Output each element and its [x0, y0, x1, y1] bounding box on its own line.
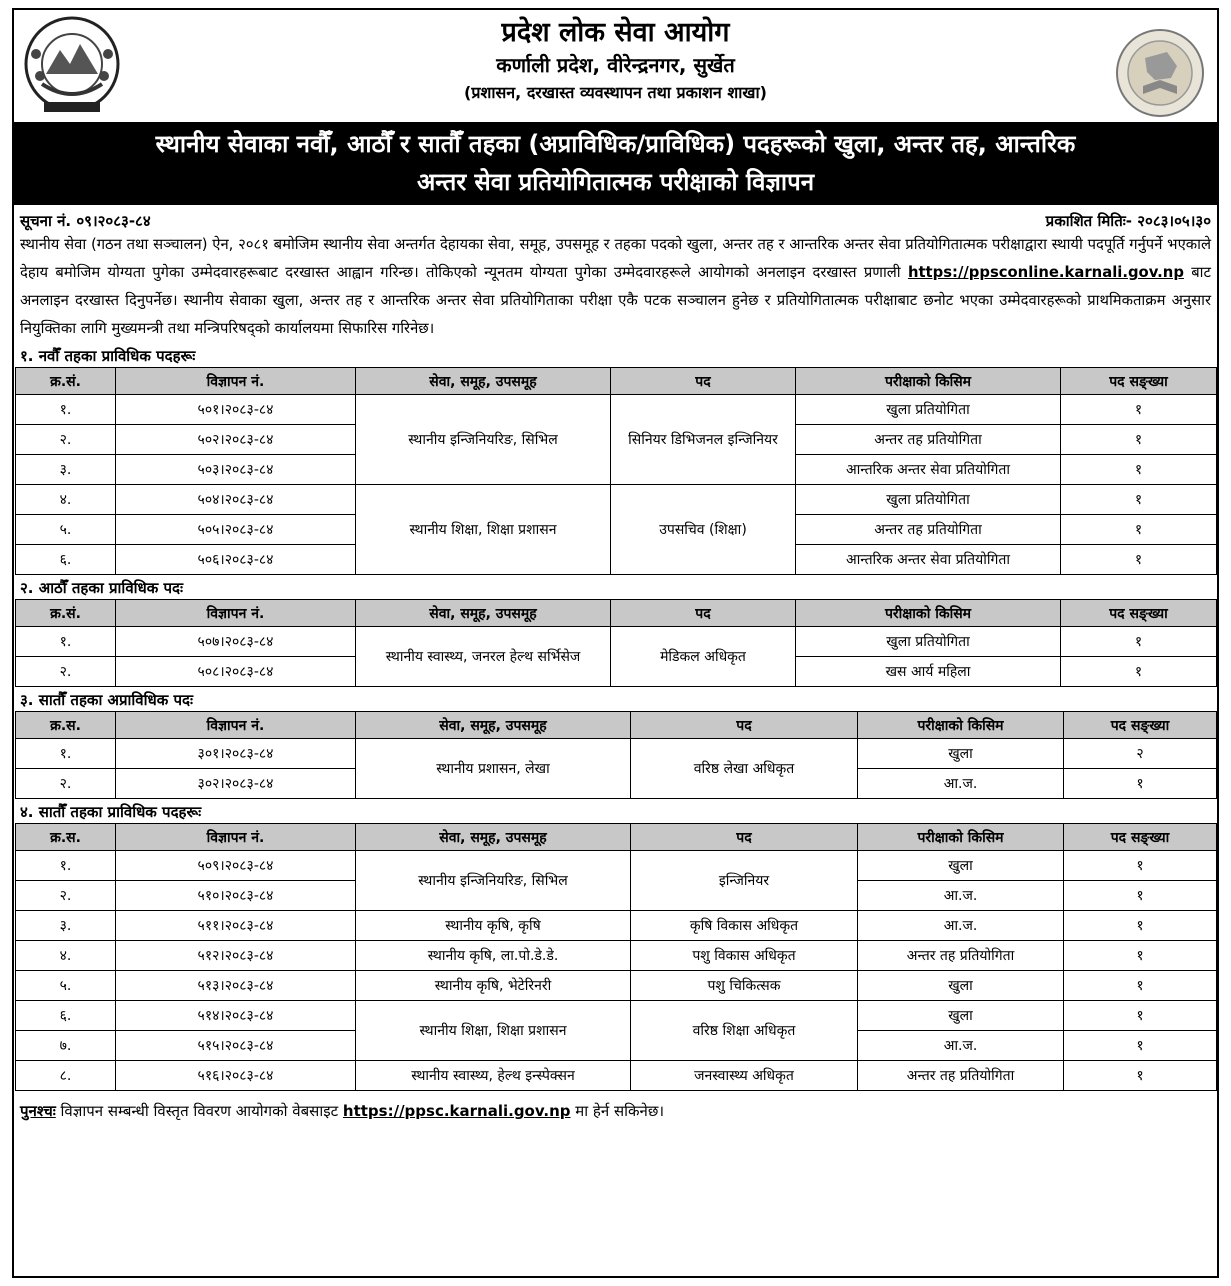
- cell-exam-type: आ.ज.: [858, 911, 1064, 941]
- cell-post: कृषि विकास अधिकृत: [631, 911, 858, 941]
- col-sn: क्र.स.: [16, 824, 116, 851]
- col-exam-type: परीक्षाको किसिम: [796, 600, 1061, 627]
- table-row: [16, 485, 1217, 515]
- cell-post: वरिष्ठ लेखा अधिकृत: [631, 739, 858, 799]
- cell-service: स्थानीय शिक्षा, शिक्षा प्रशासन: [356, 485, 611, 575]
- section-title: २. आठौँ तहका प्राविधिक पदः: [20, 579, 184, 597]
- cell-adv-no: ५०६।२०८३-८४: [116, 545, 356, 575]
- cell-sn: ३.: [16, 455, 116, 485]
- col-service: सेवा, समूह, उपसमूह: [356, 368, 611, 395]
- cell-post-count: १: [1061, 657, 1217, 687]
- cell-sn: १.: [16, 851, 116, 881]
- postscript-text-2: मा हेर्न सकिनेछ।: [570, 1102, 665, 1120]
- table-header-row: [16, 824, 1217, 851]
- cell-post-count: १: [1061, 627, 1217, 657]
- cell-service: स्थानीय कृषि, कृषि: [356, 911, 631, 941]
- cell-post-count: १: [1061, 455, 1217, 485]
- col-post: पद: [631, 824, 858, 851]
- cell-post-count: १: [1061, 395, 1217, 425]
- cell-post-count: १: [1064, 1031, 1217, 1061]
- cell-sn: ५.: [16, 515, 116, 545]
- cell-post-count: २: [1064, 739, 1217, 769]
- cell-post: मेडिकल अधिकृत: [611, 627, 796, 687]
- section-title: १. नवौँ तहका प्राविधिक पदहरूः: [20, 347, 196, 365]
- col-adv-no: विज्ञापन नं.: [116, 712, 356, 739]
- cell-post: पशु विकास अधिकृत: [631, 941, 858, 971]
- col-post: पद: [611, 600, 796, 627]
- cell-post: इन्जिनियर: [631, 851, 858, 911]
- cell-post: पशु चिकित्सक: [631, 971, 858, 1001]
- cell-adv-no: ३०१।२०८३-८४: [116, 739, 356, 769]
- col-adv-no: विज्ञापन नं.: [116, 600, 356, 627]
- website-link[interactable]: https://ppsc.karnali.gov.np: [342, 1102, 571, 1120]
- cell-sn: १.: [16, 395, 116, 425]
- cell-sn: ३.: [16, 911, 116, 941]
- intro-paragraph: [14, 231, 1217, 343]
- cell-sn: २.: [16, 425, 116, 455]
- cell-sn: ५.: [16, 971, 116, 1001]
- state-emblem-logo: [22, 14, 122, 118]
- online-application-link[interactable]: https://ppsconline.karnali.gov.np: [907, 264, 1184, 281]
- col-service: सेवा, समूह, उपसमूह: [356, 712, 631, 739]
- header: [14, 10, 1217, 122]
- cell-sn: २.: [16, 769, 116, 799]
- col-exam-type: परीक्षाको किसिम: [858, 712, 1064, 739]
- table-row: [16, 395, 1217, 425]
- commission-title: प्रदेश लोक सेवा आयोग: [501, 17, 730, 48]
- cell-adv-no: ५०८।२०८३-८४: [116, 657, 356, 687]
- table-row: [16, 941, 1217, 971]
- col-adv-no: विज्ञापन नं.: [116, 824, 356, 851]
- col-post: पद: [631, 712, 858, 739]
- col-exam-type: परीक्षाको किसिम: [858, 824, 1064, 851]
- cell-exam-type: अन्तर तह प्रतियोगिता: [796, 515, 1061, 545]
- cell-exam-type: आ.ज.: [858, 881, 1064, 911]
- col-post: पद: [611, 368, 796, 395]
- cell-post: सिनियर डिभिजनल इन्जिनियर: [611, 395, 796, 485]
- cell-post: वरिष्ठ शिक्षा अधिकृत: [631, 1001, 858, 1061]
- posts-table-level7-tech: [15, 823, 1217, 1091]
- cell-post: उपसचिव (शिक्षा): [611, 485, 796, 575]
- notice-page: [12, 8, 1219, 1278]
- cell-exam-type: खुला: [858, 851, 1064, 881]
- col-post-count: पद सङ्ख्या: [1064, 712, 1217, 739]
- cell-sn: १.: [16, 739, 116, 769]
- cell-sn: २.: [16, 657, 116, 687]
- notice-meta: [14, 205, 1217, 231]
- table-row: [16, 911, 1217, 941]
- cell-adv-no: ५१०।२०८३-८४: [116, 881, 356, 911]
- cell-adv-no: ५०२।२०८३-८४: [116, 425, 356, 455]
- cell-adv-no: ५१२।२०८३-८४: [116, 941, 356, 971]
- cell-adv-no: ५०७।२०८३-८४: [116, 627, 356, 657]
- col-adv-no: विज्ञापन नं.: [116, 368, 356, 395]
- cell-adv-no: ५१४।२०८३-८४: [116, 1001, 356, 1031]
- cell-adv-no: ५०३।२०८३-८४: [116, 455, 356, 485]
- col-post-count: पद सङ्ख्या: [1061, 368, 1217, 395]
- cell-exam-type: अन्तर तह प्रतियोगिता: [796, 425, 1061, 455]
- table-header-row: [16, 712, 1217, 739]
- cell-post-count: १: [1064, 851, 1217, 881]
- table-row: [16, 627, 1217, 657]
- intro-text-2: बाट अनलाइन दरखास्त दिनुपर्नेछ। स्थानीय सेवाका खुला, अन्तर तह र आन्तरिक अन्तर सेवा प्रतियोगिताका परीक्षा एकै पटक सञ्चालन हुनेछ र प्रतियोगितात्मक परीक्षाबाट छनोट भएका उम्मेदवारहरूको प्राथमिकताक्रम अनुसार नियुक्तिका लागि मुख्यमन्त्री तथा मन्त्रिपरिषद्को कार्यालयमा सिफारिस गरिनेछ।: [20, 264, 1211, 337]
- commission-seal-logo: [1115, 28, 1205, 118]
- cell-service: स्थानीय स्वास्थ्य, जनरल हेल्थ सर्भिसेज: [356, 627, 611, 687]
- cell-sn: १.: [16, 627, 116, 657]
- posts-table-level8: [15, 599, 1217, 687]
- cell-exam-type: खुला प्रतियोगिता: [796, 627, 1061, 657]
- banner-line-1: स्थानीय सेवाका नवौँ, आठौँ र सातौँ तहका (अप्राविधिक/प्राविधिक) पदहरूको खुला, अन्तर तह, आन्तरिक: [155, 130, 1076, 158]
- cell-service: स्थानीय प्रशासन, लेखा: [356, 739, 631, 799]
- cell-sn: ८.: [16, 1061, 116, 1091]
- cell-post-count: १: [1064, 881, 1217, 911]
- col-post-count: पद सङ्ख्या: [1061, 600, 1217, 627]
- section-title: ३. सातौँ तहका अप्राविधिक पदः: [20, 691, 194, 709]
- cell-adv-no: ५०१।२०८३-८४: [116, 395, 356, 425]
- cell-service: स्थानीय शिक्षा, शिक्षा प्रशासन: [356, 1001, 631, 1061]
- cell-adv-no: ५०९।२०८३-८४: [116, 851, 356, 881]
- cell-post: जनस्वास्थ्य अधिकृत: [631, 1061, 858, 1091]
- cell-post-count: १: [1064, 941, 1217, 971]
- table-row: [16, 971, 1217, 1001]
- posts-table-level7-nontech: [15, 711, 1217, 799]
- cell-exam-type: खुला: [858, 739, 1064, 769]
- cell-post-count: १: [1064, 971, 1217, 1001]
- postscript-label: पुनश्चः: [20, 1102, 56, 1120]
- cell-post-count: १: [1061, 485, 1217, 515]
- table-row: [16, 851, 1217, 881]
- cell-post-count: १: [1064, 1001, 1217, 1031]
- cell-exam-type: खुला प्रतियोगिता: [796, 395, 1061, 425]
- published-date: प्रकाशित मितिः- २०८३।०५।३०: [1045, 212, 1211, 230]
- cell-exam-type: खुला: [858, 1001, 1064, 1031]
- cell-post-count: १: [1061, 545, 1217, 575]
- col-service: सेवा, समूह, उपसमूह: [356, 600, 611, 627]
- cell-sn: ६.: [16, 545, 116, 575]
- cell-adv-no: ५०४।२०८३-८४: [116, 485, 356, 515]
- postscript: [14, 1091, 1217, 1121]
- table-row: [16, 1001, 1217, 1031]
- col-sn: क्र.सं.: [16, 600, 116, 627]
- section-title: ४. सातौँ तहका प्राविधिक पदहरूः: [20, 803, 202, 821]
- col-sn: क्र.स.: [16, 712, 116, 739]
- cell-sn: ७.: [16, 1031, 116, 1061]
- cell-post-count: १: [1061, 425, 1217, 455]
- cell-service: स्थानीय इन्जिनियरिङ, सिभिल: [356, 395, 611, 485]
- cell-service: स्थानीय कृषि, भेटेरिनरी: [356, 971, 631, 1001]
- cell-service: स्थानीय इन्जिनियरिङ, सिभिल: [356, 851, 631, 911]
- notice-number: सूचना नं. ०९।२०८३-८४: [20, 212, 151, 230]
- cell-adv-no: ५११।२०८३-८४: [116, 911, 356, 941]
- posts-table-level9: [15, 367, 1217, 575]
- cell-exam-type: आन्तरिक अन्तर सेवा प्रतियोगिता: [796, 545, 1061, 575]
- cell-service: स्थानीय कृषि, ला.पो.डे.डे.: [356, 941, 631, 971]
- table-row: [16, 1061, 1217, 1091]
- cell-sn: ६.: [16, 1001, 116, 1031]
- cell-exam-type: खुला प्रतियोगिता: [796, 485, 1061, 515]
- cell-exam-type: खुला: [858, 971, 1064, 1001]
- cell-adv-no: ५१६।२०८३-८४: [116, 1061, 356, 1091]
- cell-sn: २.: [16, 881, 116, 911]
- cell-post-count: १: [1064, 911, 1217, 941]
- col-exam-type: परीक्षाको किसिम: [796, 368, 1061, 395]
- cell-service: स्थानीय स्वास्थ्य, हेल्थ इन्स्पेक्सन: [356, 1061, 631, 1091]
- col-service: सेवा, समूह, उपसमूह: [356, 824, 631, 851]
- cell-exam-type: अन्तर तह प्रतियोगिता: [858, 941, 1064, 971]
- col-post-count: पद सङ्ख्या: [1064, 824, 1217, 851]
- intro-text-1: स्थानीय सेवा (गठन तथा सञ्चालन) ऐन, २०८१ बमोजिम स्थानीय सेवा अन्तर्गत देहायका सेवा, समूह, उपसमूह र तहका पदको खुला, अन्तर तह र आन्तरिक अन्तर सेवा प्रतियोगितात्मक परीक्षाद्वारा स्थायी पदपूर्ति गर्नुपर्ने भएकाले देहाय बमोजिम योग्यता पुगेका उम्मेदवारहरूबाट दरखास्त आह्वान गरिन्छ। तोकिएको न्यूनतम योग्यता पुगेका उम्मेदवारहरूले आयोगको अनलाइन दरखास्त प्रणाली: [20, 236, 1211, 281]
- advertisement-banner: [14, 122, 1217, 205]
- cell-sn: ४.: [16, 941, 116, 971]
- cell-sn: ४.: [16, 485, 116, 515]
- branch-name: (प्रशासन, दरखास्त व्यवस्थापन तथा प्रकाशन शाखा): [464, 83, 767, 102]
- table-row: [16, 739, 1217, 769]
- province-location: कर्णाली प्रदेश, वीरेन्द्रनगर, सुर्खेत: [496, 53, 735, 77]
- postscript-text-1: विज्ञापन सम्बन्धी विस्तृत विवरण आयोगको वेबसाइट: [55, 1102, 343, 1120]
- cell-exam-type: खस आर्य महिला: [796, 657, 1061, 687]
- cell-post-count: १: [1061, 515, 1217, 545]
- cell-exam-type: आन्तरिक अन्तर सेवा प्रतियोगिता: [796, 455, 1061, 485]
- cell-adv-no: ५०५।२०८३-८४: [116, 515, 356, 545]
- col-sn: क्र.सं.: [16, 368, 116, 395]
- cell-adv-no: ५१३।२०८३-८४: [116, 971, 356, 1001]
- cell-post-count: १: [1064, 1061, 1217, 1091]
- cell-exam-type: आ.ज.: [858, 1031, 1064, 1061]
- cell-exam-type: अन्तर तह प्रतियोगिता: [858, 1061, 1064, 1091]
- cell-exam-type: आ.ज.: [858, 769, 1064, 799]
- table-header-row: [16, 368, 1217, 395]
- banner-line-2: अन्तर सेवा प्रतियोगितात्मक परीक्षाको विज्ञापन: [416, 168, 815, 196]
- cell-adv-no: ३०२।२०८३-८४: [116, 769, 356, 799]
- table-header-row: [16, 600, 1217, 627]
- cell-post-count: १: [1064, 769, 1217, 799]
- cell-adv-no: ५१५।२०८३-८४: [116, 1031, 356, 1061]
